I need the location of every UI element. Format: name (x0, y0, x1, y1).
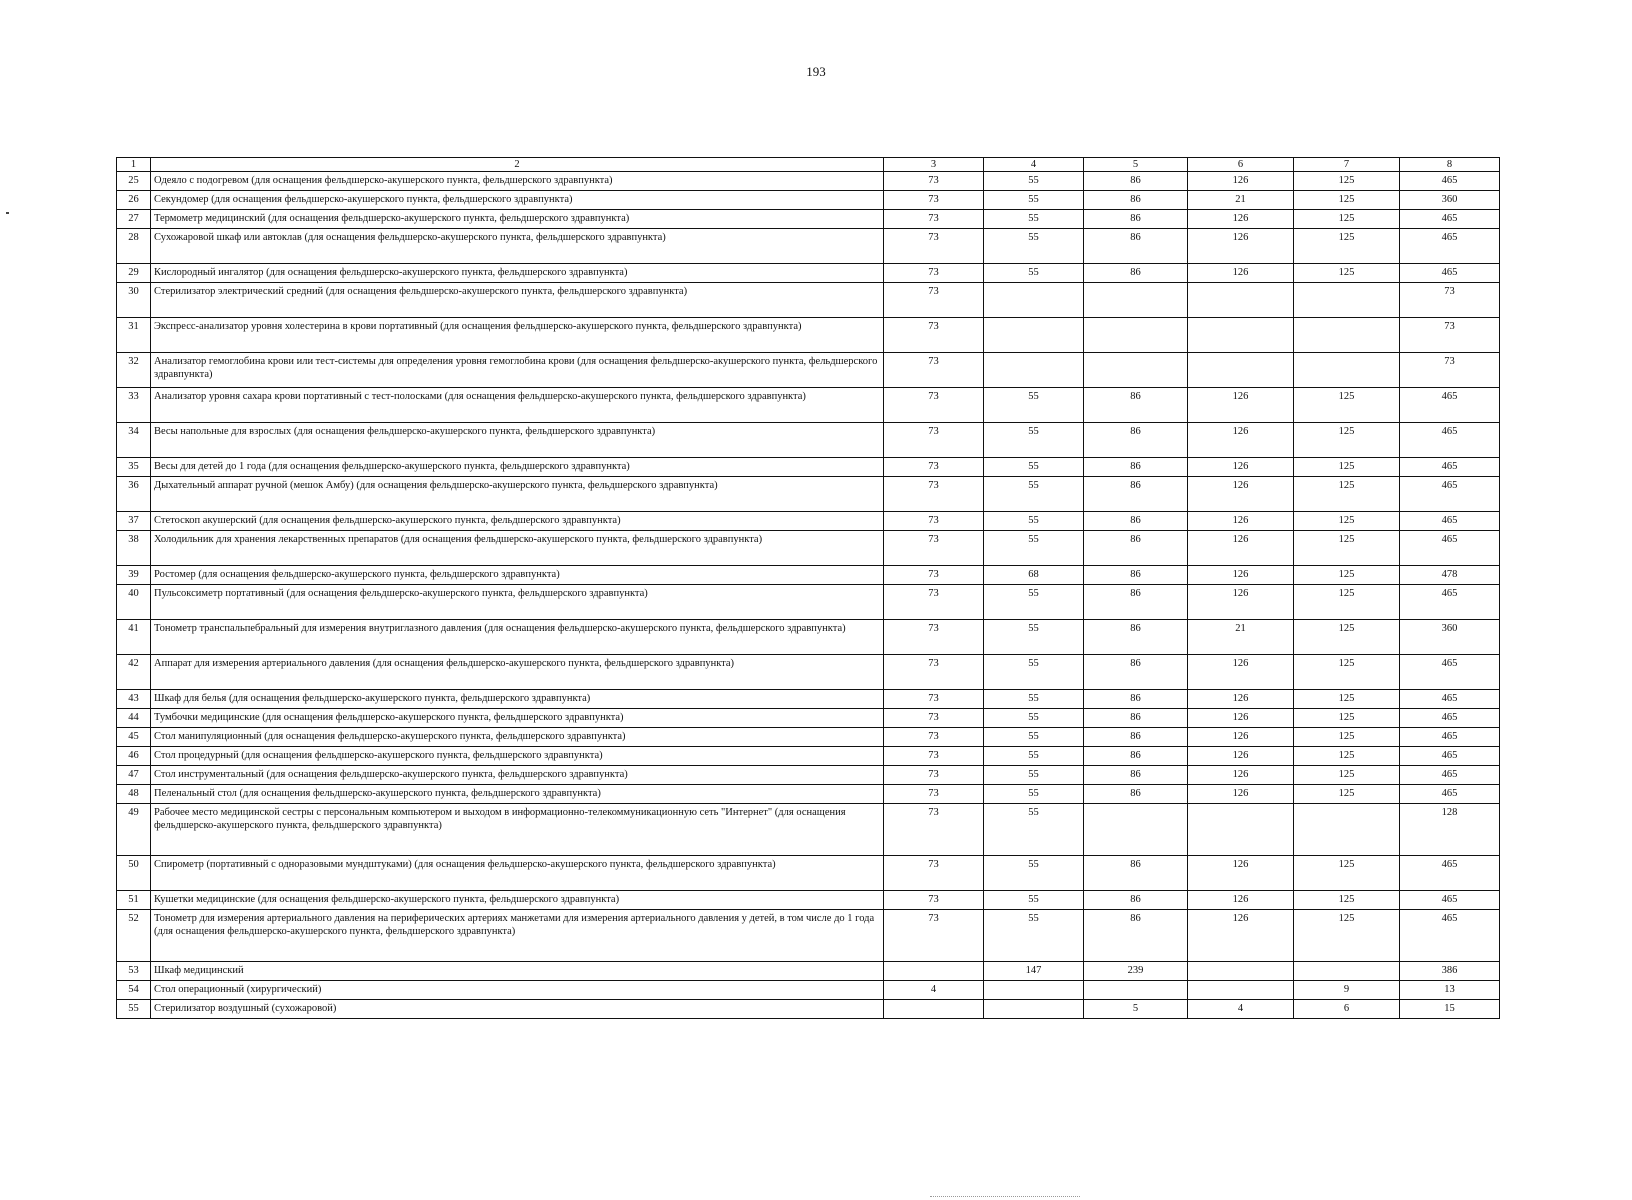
col4-value-cell: 55 (984, 910, 1084, 962)
col5-value-cell: 86 (1084, 458, 1188, 477)
row-number-cell: 46 (117, 747, 151, 766)
item-name-cell: Стол операционный (хирургический) (151, 981, 884, 1000)
item-name-cell: Холодильник для хранения лекарственных препаратов (для оснащения фельдшерско-акушерского пункта, фельдшерского здравпункта) (151, 531, 884, 566)
row-number-cell: 26 (117, 191, 151, 210)
col6-value-cell: 126 (1188, 566, 1294, 585)
col4-value-cell: 55 (984, 229, 1084, 264)
row-number-cell: 42 (117, 655, 151, 690)
col3-value-cell: 73 (884, 856, 984, 891)
col5-value-cell (1084, 318, 1188, 353)
equipment-table (116, 157, 1500, 1019)
col5-value-cell (1084, 981, 1188, 1000)
table-row (117, 566, 1500, 585)
total-value-cell: 465 (1400, 766, 1500, 785)
col4-value-cell: 55 (984, 585, 1084, 620)
row-number-cell: 28 (117, 229, 151, 264)
col6-value-cell (1188, 318, 1294, 353)
row-number-cell: 36 (117, 477, 151, 512)
table-row (117, 477, 1500, 512)
col7-value-cell: 125 (1294, 566, 1400, 585)
col3-value-cell: 73 (884, 283, 984, 318)
col4-value-cell: 55 (984, 856, 1084, 891)
col4-value-cell: 55 (984, 709, 1084, 728)
col6-value-cell: 126 (1188, 747, 1294, 766)
col3-value-cell: 73 (884, 264, 984, 283)
total-value-cell: 465 (1400, 264, 1500, 283)
scan-speck (6, 212, 9, 214)
table-row (117, 728, 1500, 747)
total-value-cell: 73 (1400, 318, 1500, 353)
col5-value-cell: 239 (1084, 962, 1188, 981)
col5-value-cell: 86 (1084, 785, 1188, 804)
item-name-cell: Стетоскоп акушерский (для оснащения фельдшерско-акушерского пункта, фельдшерского здравпункта) (151, 512, 884, 531)
col3-value-cell: 73 (884, 910, 984, 962)
table-row (117, 172, 1500, 191)
col6-value-cell (1188, 962, 1294, 981)
table-row (117, 804, 1500, 856)
col6-value-cell: 21 (1188, 620, 1294, 655)
col4-value-cell: 147 (984, 962, 1084, 981)
col7-value-cell: 125 (1294, 388, 1400, 423)
col7-value-cell: 125 (1294, 210, 1400, 229)
col4-value-cell (984, 1000, 1084, 1019)
col4-value-cell: 55 (984, 891, 1084, 910)
item-name-cell: Стол манипуляционный (для оснащения фельдшерско-акушерского пункта, фельдшерского здравпункта) (151, 728, 884, 747)
item-name-cell: Секундомер (для оснащения фельдшерско-акушерского пункта, фельдшерского здравпункта) (151, 191, 884, 210)
row-number-cell: 40 (117, 585, 151, 620)
table-row (117, 210, 1500, 229)
table-row (117, 785, 1500, 804)
col3-value-cell: 73 (884, 531, 984, 566)
col3-value-cell (884, 962, 984, 981)
col5-value-cell: 86 (1084, 766, 1188, 785)
item-name-cell: Стерилизатор электрический средний (для оснащения фельдшерско-акушерского пункта, фельдшерского здравпункта) (151, 283, 884, 318)
header-cell: 7 (1294, 158, 1400, 172)
col3-value-cell: 73 (884, 458, 984, 477)
col5-value-cell: 86 (1084, 264, 1188, 283)
row-number-cell: 52 (117, 910, 151, 962)
col6-value-cell: 126 (1188, 388, 1294, 423)
col6-value-cell: 126 (1188, 423, 1294, 458)
item-name-cell: Анализатор гемоглобина крови или тест-системы для определения уровня гемоглобина крови (для оснащения фельдшерско-акушерского пункта, фельдшерского здравпункта) (151, 353, 884, 388)
item-name-cell: Ростомер (для оснащения фельдшерско-акушерского пункта, фельдшерского здравпункта) (151, 566, 884, 585)
col3-value-cell: 73 (884, 388, 984, 423)
col7-value-cell: 125 (1294, 458, 1400, 477)
item-name-cell: Весы для детей до 1 года (для оснащения фельдшерско-акушерского пункта, фельдшерского здравпункта) (151, 458, 884, 477)
col3-value-cell: 73 (884, 785, 984, 804)
item-name-cell: Шкаф медицинский (151, 962, 884, 981)
col3-value-cell: 73 (884, 766, 984, 785)
table-row (117, 512, 1500, 531)
col7-value-cell: 125 (1294, 512, 1400, 531)
row-number-cell: 30 (117, 283, 151, 318)
column-number-header-row (117, 158, 1500, 172)
col7-value-cell: 125 (1294, 747, 1400, 766)
total-value-cell: 465 (1400, 585, 1500, 620)
table-row (117, 423, 1500, 458)
row-number-cell: 25 (117, 172, 151, 191)
item-name-cell: Термометр медицинский (для оснащения фельдшерско-акушерского пункта, фельдшерского здравпункта) (151, 210, 884, 229)
col6-value-cell: 126 (1188, 585, 1294, 620)
row-number-cell: 37 (117, 512, 151, 531)
col5-value-cell: 86 (1084, 709, 1188, 728)
item-name-cell: Шкаф для белья (для оснащения фельдшерско-акушерского пункта, фельдшерского здравпункта) (151, 690, 884, 709)
table-row (117, 655, 1500, 690)
col5-value-cell: 86 (1084, 655, 1188, 690)
table-row (117, 620, 1500, 655)
col6-value-cell: 126 (1188, 891, 1294, 910)
col5-value-cell: 86 (1084, 531, 1188, 566)
col3-value-cell: 73 (884, 728, 984, 747)
col6-value-cell: 126 (1188, 477, 1294, 512)
col5-value-cell: 86 (1084, 856, 1188, 891)
item-name-cell: Сухожаровой шкаф или автоклав (для оснащения фельдшерско-акушерского пункта, фельдшерского здравпункта) (151, 229, 884, 264)
total-value-cell: 465 (1400, 655, 1500, 690)
col6-value-cell: 126 (1188, 458, 1294, 477)
table-row (117, 690, 1500, 709)
row-number-cell: 41 (117, 620, 151, 655)
col7-value-cell (1294, 962, 1400, 981)
col7-value-cell: 125 (1294, 856, 1400, 891)
col6-value-cell: 126 (1188, 728, 1294, 747)
item-name-cell: Дыхательный аппарат ручной (мешок Амбу) (для оснащения фельдшерско-акушерского пункта, фельдшерского здравпункта) (151, 477, 884, 512)
col4-value-cell: 55 (984, 191, 1084, 210)
total-value-cell: 465 (1400, 477, 1500, 512)
table-row (117, 458, 1500, 477)
table-row (117, 353, 1500, 388)
item-name-cell: Стол процедурный (для оснащения фельдшерско-акушерского пункта, фельдшерского здравпункта) (151, 747, 884, 766)
col6-value-cell: 21 (1188, 191, 1294, 210)
total-value-cell: 360 (1400, 191, 1500, 210)
total-value-cell: 386 (1400, 962, 1500, 981)
col4-value-cell (984, 353, 1084, 388)
col3-value-cell: 73 (884, 620, 984, 655)
col7-value-cell: 125 (1294, 423, 1400, 458)
col6-value-cell: 126 (1188, 172, 1294, 191)
col7-value-cell (1294, 283, 1400, 318)
col5-value-cell: 86 (1084, 210, 1188, 229)
col7-value-cell (1294, 318, 1400, 353)
item-name-cell: Стол инструментальный (для оснащения фельдшерско-акушерского пункта, фельдшерского здравпункта) (151, 766, 884, 785)
col7-value-cell: 125 (1294, 910, 1400, 962)
item-name-cell: Тумбочки медицинские (для оснащения фельдшерско-акушерского пункта, фельдшерского здравпункта) (151, 709, 884, 728)
col4-value-cell: 55 (984, 512, 1084, 531)
total-value-cell: 478 (1400, 566, 1500, 585)
col7-value-cell: 125 (1294, 191, 1400, 210)
item-name-cell: Тонометр транспальпебральный для измерения внутриглазного давления (для оснащения фельдшерско-акушерского пункта, фельдшерского здравпункта) (151, 620, 884, 655)
total-value-cell: 128 (1400, 804, 1500, 856)
row-number-cell: 49 (117, 804, 151, 856)
col5-value-cell (1084, 353, 1188, 388)
col6-value-cell: 126 (1188, 210, 1294, 229)
item-name-cell: Кушетки медицинские (для оснащения фельдшерско-акушерского пункта, фельдшерского здравпункта) (151, 891, 884, 910)
col5-value-cell: 86 (1084, 477, 1188, 512)
col3-value-cell (884, 1000, 984, 1019)
col7-value-cell: 125 (1294, 690, 1400, 709)
col3-value-cell: 73 (884, 747, 984, 766)
col7-value-cell: 125 (1294, 531, 1400, 566)
header-cell: 8 (1400, 158, 1500, 172)
item-name-cell: Пульсоксиметр портативный (для оснащения фельдшерско-акушерского пункта, фельдшерского здравпункта) (151, 585, 884, 620)
col3-value-cell: 73 (884, 353, 984, 388)
col7-value-cell: 125 (1294, 477, 1400, 512)
col4-value-cell: 55 (984, 785, 1084, 804)
item-name-cell: Пеленальный стол (для оснащения фельдшерско-акушерского пункта, фельдшерского здравпункта) (151, 785, 884, 804)
col5-value-cell: 5 (1084, 1000, 1188, 1019)
row-number-cell: 32 (117, 353, 151, 388)
col5-value-cell (1084, 804, 1188, 856)
header-cell: 1 (117, 158, 151, 172)
col6-value-cell: 4 (1188, 1000, 1294, 1019)
col6-value-cell: 126 (1188, 690, 1294, 709)
col7-value-cell: 125 (1294, 709, 1400, 728)
col6-value-cell: 126 (1188, 709, 1294, 728)
header-cell: 3 (884, 158, 984, 172)
row-number-cell: 39 (117, 566, 151, 585)
col3-value-cell: 73 (884, 423, 984, 458)
table-row (117, 585, 1500, 620)
col6-value-cell: 126 (1188, 655, 1294, 690)
header-cell: 4 (984, 158, 1084, 172)
table-row (117, 981, 1500, 1000)
col4-value-cell: 55 (984, 423, 1084, 458)
row-number-cell: 45 (117, 728, 151, 747)
col4-value-cell: 55 (984, 477, 1084, 512)
col4-value-cell: 55 (984, 690, 1084, 709)
total-value-cell: 13 (1400, 981, 1500, 1000)
col5-value-cell: 86 (1084, 910, 1188, 962)
col6-value-cell (1188, 804, 1294, 856)
col3-value-cell: 73 (884, 690, 984, 709)
table-row (117, 766, 1500, 785)
col4-value-cell: 55 (984, 388, 1084, 423)
col5-value-cell: 86 (1084, 728, 1188, 747)
col7-value-cell (1294, 353, 1400, 388)
col5-value-cell: 86 (1084, 585, 1188, 620)
table-row (117, 229, 1500, 264)
total-value-cell: 360 (1400, 620, 1500, 655)
row-number-cell: 44 (117, 709, 151, 728)
table-row (117, 191, 1500, 210)
table-row (117, 264, 1500, 283)
row-number-cell: 34 (117, 423, 151, 458)
total-value-cell: 465 (1400, 910, 1500, 962)
col4-value-cell (984, 283, 1084, 318)
col4-value-cell: 55 (984, 531, 1084, 566)
row-number-cell: 31 (117, 318, 151, 353)
table-row (117, 1000, 1500, 1019)
row-number-cell: 53 (117, 962, 151, 981)
col4-value-cell: 55 (984, 655, 1084, 690)
col5-value-cell: 86 (1084, 423, 1188, 458)
col6-value-cell (1188, 283, 1294, 318)
col3-value-cell: 73 (884, 210, 984, 229)
item-name-cell: Рабочее место медицинской сестры с персональным компьютером и выходом в информационно-телекоммуникационную сеть "Интернет" (для оснащения фельдшерско-акушерского пункта, фельдшерского здравпункта) (151, 804, 884, 856)
total-value-cell: 465 (1400, 229, 1500, 264)
col3-value-cell: 4 (884, 981, 984, 1000)
col4-value-cell: 55 (984, 620, 1084, 655)
row-number-cell: 48 (117, 785, 151, 804)
col4-value-cell: 55 (984, 458, 1084, 477)
row-number-cell: 43 (117, 690, 151, 709)
col7-value-cell: 125 (1294, 264, 1400, 283)
total-value-cell: 465 (1400, 709, 1500, 728)
col6-value-cell: 126 (1188, 785, 1294, 804)
col4-value-cell: 55 (984, 747, 1084, 766)
total-value-cell: 465 (1400, 728, 1500, 747)
col7-value-cell: 125 (1294, 620, 1400, 655)
col3-value-cell: 73 (884, 172, 984, 191)
total-value-cell: 465 (1400, 388, 1500, 423)
header-cell: 5 (1084, 158, 1188, 172)
row-number-cell: 35 (117, 458, 151, 477)
col4-value-cell: 55 (984, 804, 1084, 856)
total-value-cell: 465 (1400, 423, 1500, 458)
table-row (117, 388, 1500, 423)
total-value-cell: 465 (1400, 891, 1500, 910)
item-name-cell: Аппарат для измерения артериального давления (для оснащения фельдшерско-акушерского пункта, фельдшерского здравпункта) (151, 655, 884, 690)
row-number-cell: 29 (117, 264, 151, 283)
row-number-cell: 38 (117, 531, 151, 566)
col3-value-cell: 73 (884, 585, 984, 620)
col6-value-cell: 126 (1188, 512, 1294, 531)
table-row (117, 709, 1500, 728)
col5-value-cell: 86 (1084, 747, 1188, 766)
col7-value-cell: 125 (1294, 891, 1400, 910)
row-number-cell: 47 (117, 766, 151, 785)
total-value-cell: 465 (1400, 512, 1500, 531)
row-number-cell: 54 (117, 981, 151, 1000)
col5-value-cell: 86 (1084, 566, 1188, 585)
col7-value-cell: 9 (1294, 981, 1400, 1000)
col6-value-cell: 126 (1188, 531, 1294, 566)
row-number-cell: 50 (117, 856, 151, 891)
total-value-cell: 15 (1400, 1000, 1500, 1019)
col6-value-cell: 126 (1188, 856, 1294, 891)
total-value-cell: 465 (1400, 856, 1500, 891)
col5-value-cell: 86 (1084, 388, 1188, 423)
table-row (117, 747, 1500, 766)
row-number-cell: 27 (117, 210, 151, 229)
col3-value-cell: 73 (884, 655, 984, 690)
col6-value-cell: 126 (1188, 229, 1294, 264)
item-name-cell: Тонометр для измерения артериального давления на периферических артериях манжетами для измерения артериального давления у детей, в том числе до 1 года (для оснащения фельдшерско-акушерского пункта, фельдшерского здравпункта) (151, 910, 884, 962)
total-value-cell: 465 (1400, 785, 1500, 804)
col3-value-cell: 73 (884, 512, 984, 531)
col3-value-cell: 73 (884, 804, 984, 856)
col4-value-cell: 55 (984, 264, 1084, 283)
col4-value-cell: 55 (984, 766, 1084, 785)
item-name-cell: Экспресс-анализатор уровня холестерина в крови портативный (для оснащения фельдшерско-акушерского пункта, фельдшерского здравпункта) (151, 318, 884, 353)
item-name-cell: Стерилизатор воздушный (сухожаровой) (151, 1000, 884, 1019)
col4-value-cell: 55 (984, 210, 1084, 229)
row-number-cell: 51 (117, 891, 151, 910)
col5-value-cell: 86 (1084, 620, 1188, 655)
col5-value-cell (1084, 283, 1188, 318)
table-row (117, 283, 1500, 318)
col7-value-cell: 125 (1294, 655, 1400, 690)
col5-value-cell: 86 (1084, 172, 1188, 191)
item-name-cell: Кислородный ингалятор (для оснащения фельдшерско-акушерского пункта, фельдшерского здравпункта) (151, 264, 884, 283)
item-name-cell: Весы напольные для взрослых (для оснащения фельдшерско-акушерского пункта, фельдшерского здравпункта) (151, 423, 884, 458)
col4-value-cell: 55 (984, 728, 1084, 747)
row-number-cell: 55 (117, 1000, 151, 1019)
col5-value-cell: 86 (1084, 891, 1188, 910)
total-value-cell: 465 (1400, 210, 1500, 229)
col4-value-cell (984, 318, 1084, 353)
header-cell: 6 (1188, 158, 1294, 172)
col7-value-cell: 125 (1294, 785, 1400, 804)
total-value-cell: 465 (1400, 690, 1500, 709)
col6-value-cell: 126 (1188, 264, 1294, 283)
total-value-cell: 465 (1400, 531, 1500, 566)
table-row (117, 531, 1500, 566)
item-name-cell: Спирометр (портативный с одноразовыми мундштуками) (для оснащения фельдшерско-акушерского пункта, фельдшерского здравпункта) (151, 856, 884, 891)
col6-value-cell: 126 (1188, 766, 1294, 785)
col3-value-cell: 73 (884, 318, 984, 353)
col7-value-cell: 125 (1294, 728, 1400, 747)
table-row (117, 962, 1500, 981)
table-row (117, 856, 1500, 891)
item-name-cell: Анализатор уровня сахара крови портативный с тест-полосками (для оснащения фельдшерско-акушерского пункта, фельдшерского здравпункта) (151, 388, 884, 423)
col6-value-cell (1188, 353, 1294, 388)
table-row (117, 891, 1500, 910)
col3-value-cell: 73 (884, 566, 984, 585)
col5-value-cell: 86 (1084, 229, 1188, 264)
total-value-cell: 73 (1400, 283, 1500, 318)
col5-value-cell: 86 (1084, 512, 1188, 531)
col4-value-cell: 68 (984, 566, 1084, 585)
col7-value-cell (1294, 804, 1400, 856)
page-number: 193 (806, 64, 826, 79)
col6-value-cell: 126 (1188, 910, 1294, 962)
total-value-cell: 73 (1400, 353, 1500, 388)
col3-value-cell: 73 (884, 191, 984, 210)
col3-value-cell: 73 (884, 709, 984, 728)
col7-value-cell: 125 (1294, 172, 1400, 191)
col7-value-cell: 125 (1294, 229, 1400, 264)
header-cell: 2 (151, 158, 884, 172)
table-row (117, 318, 1500, 353)
col3-value-cell: 73 (884, 229, 984, 264)
total-value-cell: 465 (1400, 172, 1500, 191)
col7-value-cell: 125 (1294, 766, 1400, 785)
col5-value-cell: 86 (1084, 690, 1188, 709)
col4-value-cell (984, 981, 1084, 1000)
col3-value-cell: 73 (884, 477, 984, 512)
col3-value-cell: 73 (884, 891, 984, 910)
col6-value-cell (1188, 981, 1294, 1000)
col5-value-cell: 86 (1084, 191, 1188, 210)
scan-artifact-line (930, 1196, 1080, 1198)
item-name-cell: Одеяло с подогревом (для оснащения фельдшерско-акушерского пункта, фельдшерского здравпункта) (151, 172, 884, 191)
col7-value-cell: 125 (1294, 585, 1400, 620)
table-row (117, 910, 1500, 962)
col7-value-cell: 6 (1294, 1000, 1400, 1019)
total-value-cell: 465 (1400, 747, 1500, 766)
row-number-cell: 33 (117, 388, 151, 423)
col4-value-cell: 55 (984, 172, 1084, 191)
total-value-cell: 465 (1400, 458, 1500, 477)
